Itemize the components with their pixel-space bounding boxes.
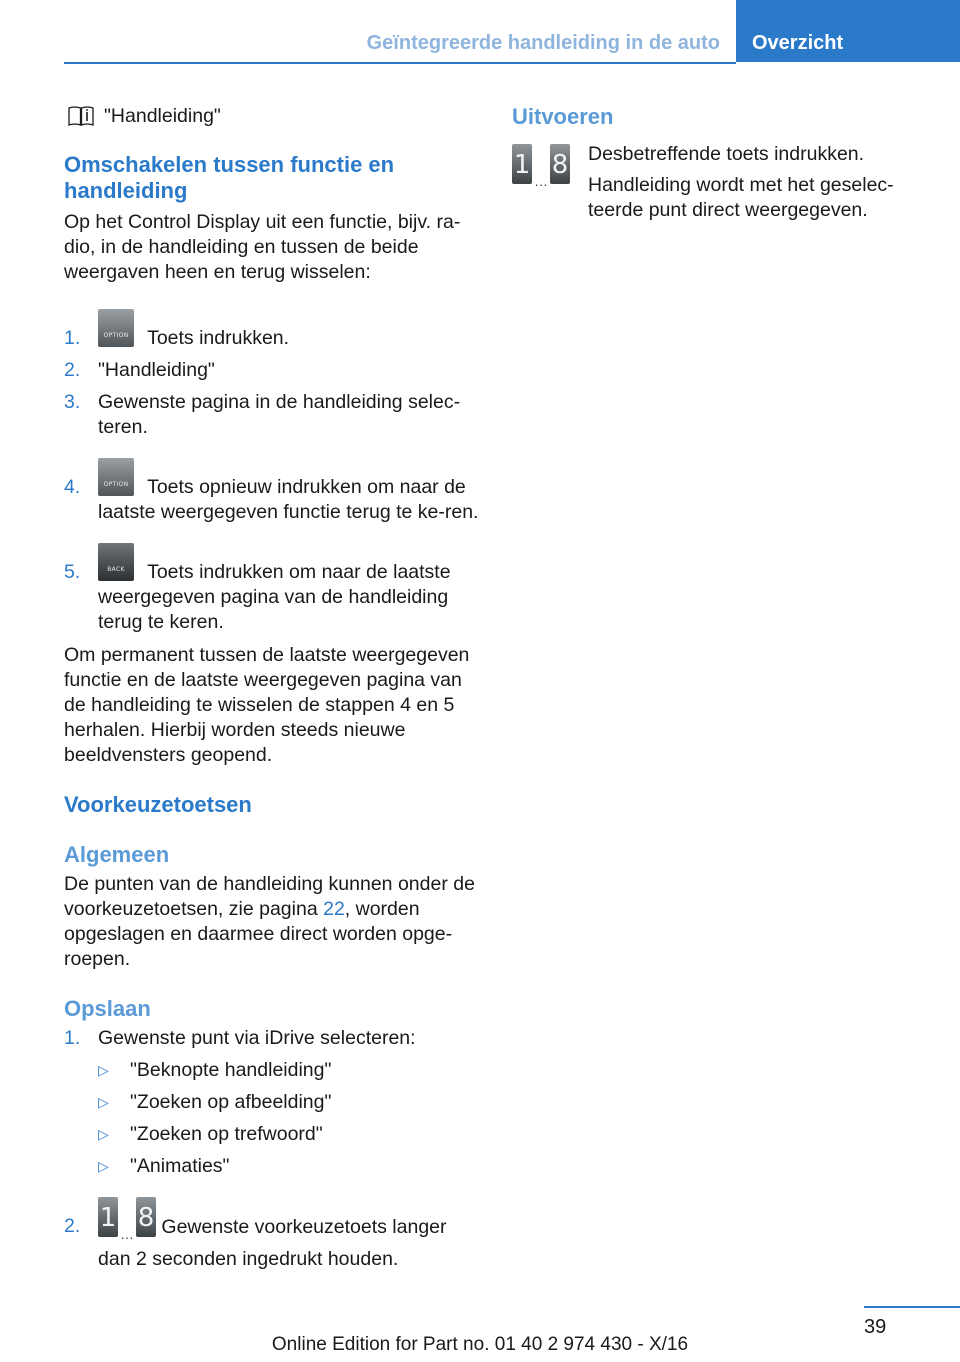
header-rule bbox=[64, 62, 736, 64]
preset-key-8-icon: 8 bbox=[136, 1197, 156, 1237]
heading-switch: Omschakelen tussen functie en handleiding bbox=[64, 152, 395, 203]
step-1 bbox=[64, 305, 480, 351]
list-item: ▷ "Zoeken op trefwoord" bbox=[98, 1123, 323, 1145]
page-header bbox=[64, 0, 960, 62]
triangle-right-icon: ▷ bbox=[98, 1094, 109, 1110]
preset-key-1-icon: 1 bbox=[512, 144, 532, 184]
heading-execute: Uitvoeren bbox=[512, 104, 614, 129]
step-text: Toets indrukken. bbox=[142, 327, 290, 349]
preset-key-8-icon: 8 bbox=[550, 144, 570, 184]
step-text: Toets opnieuw indrukken om naar de laatste weergegeven functie terug te ke‐ren. bbox=[98, 476, 479, 523]
back-button-icon: BACK bbox=[98, 543, 134, 581]
general-text: De punten van de handleiding kunnen onder de voorkeuzetoetsen, zie pagina 22, worden opgeslagen en daarmee direct worden opge‐roepen. bbox=[64, 873, 475, 970]
step-number: 1. bbox=[64, 327, 81, 349]
edition-line: Online Edition for Part no. 01 40 2 974 430 - X/16 bbox=[271, 1334, 689, 1355]
step-text: "Handleiding" bbox=[98, 359, 215, 381]
heading-general: Algemeen bbox=[64, 842, 170, 867]
preset-key-1-icon: 1 bbox=[98, 1197, 118, 1237]
book-info-icon bbox=[68, 106, 94, 126]
heading-save: Opslaan bbox=[64, 996, 151, 1021]
step-4 bbox=[64, 458, 480, 525]
triangle-right-icon: ▷ bbox=[98, 1158, 109, 1174]
step-number: 2. bbox=[64, 1215, 81, 1237]
left-column bbox=[64, 100, 480, 1272]
step-number: 1. bbox=[64, 1027, 81, 1049]
step-2 bbox=[64, 358, 480, 383]
step-number: 3. bbox=[64, 391, 81, 413]
save-steps bbox=[64, 1026, 480, 1272]
triangle-right-icon: ▷ bbox=[98, 1126, 109, 1142]
step-number: 5. bbox=[64, 561, 81, 583]
step-text: Toets indrukken om naar de laatste weergegeven pagina van de handleiding terug te keren. bbox=[98, 561, 451, 633]
preset-keys-graphic bbox=[512, 144, 570, 189]
step-number: 2. bbox=[64, 359, 81, 381]
switch-steps bbox=[64, 305, 480, 635]
menu-path bbox=[68, 100, 480, 132]
intro-text: Op het Control Display uit een functie, bijv. ra‐dio, in de handleiding en tussen de beide weergaven heen en terug wisselen: bbox=[64, 211, 461, 283]
option-button-icon: OPTION bbox=[98, 458, 134, 496]
execute-block bbox=[512, 142, 912, 223]
list-item: ▷ "Animaties" bbox=[98, 1155, 230, 1177]
ellipsis: … bbox=[534, 173, 548, 189]
header-section-title: Geïntegreerde handleiding in de auto bbox=[366, 32, 720, 54]
execute-line-1: Desbetreffende toets indrukken. bbox=[588, 143, 865, 165]
menu-item-label: "Handleiding" bbox=[104, 104, 221, 127]
step-3 bbox=[64, 390, 480, 440]
list-item: ▷ "Beknopte handleiding" bbox=[98, 1059, 332, 1081]
permanent-switch-text: Om permanent tussen de laatste weergegeven functie en de laatste weergegeven pagina van de handleiding te wisselen de stappen 4 en 5 herhalen. Hierbij worden steeds nieuwe beeldvensters geopend. bbox=[64, 644, 470, 766]
save-step-2 bbox=[64, 1197, 480, 1272]
footer-rule bbox=[864, 1306, 960, 1308]
list-item: ▷ "Zoeken op afbeelding" bbox=[98, 1091, 332, 1113]
step-text: Gewenste pagina in de handleiding selec‐teren. bbox=[98, 391, 461, 438]
header-chapter-tab[interactable]: Overzicht bbox=[736, 0, 960, 62]
page-link-22[interactable]: 22 bbox=[323, 898, 345, 920]
page-number: 39 bbox=[864, 1316, 887, 1338]
execute-line-2: Handleiding wordt met het geselec‐teerde punt direct weergegeven. bbox=[588, 174, 894, 221]
triangle-right-icon: ▷ bbox=[98, 1062, 109, 1078]
option-button-icon: OPTION bbox=[98, 309, 134, 347]
step-number: 4. bbox=[64, 476, 81, 498]
step-5 bbox=[64, 543, 480, 635]
step-text: Gewenste voorkeuzetoets langer dan 2 seconden ingedrukt houden. bbox=[98, 1216, 447, 1270]
save-options-list bbox=[98, 1058, 480, 1179]
heading-presets: Voorkeuzetoetsen bbox=[64, 792, 252, 817]
right-column bbox=[512, 100, 912, 223]
step-text: Gewenste punt via iDrive selecteren: bbox=[98, 1027, 416, 1049]
save-step-1 bbox=[64, 1026, 480, 1179]
ellipsis: … bbox=[120, 1226, 134, 1242]
